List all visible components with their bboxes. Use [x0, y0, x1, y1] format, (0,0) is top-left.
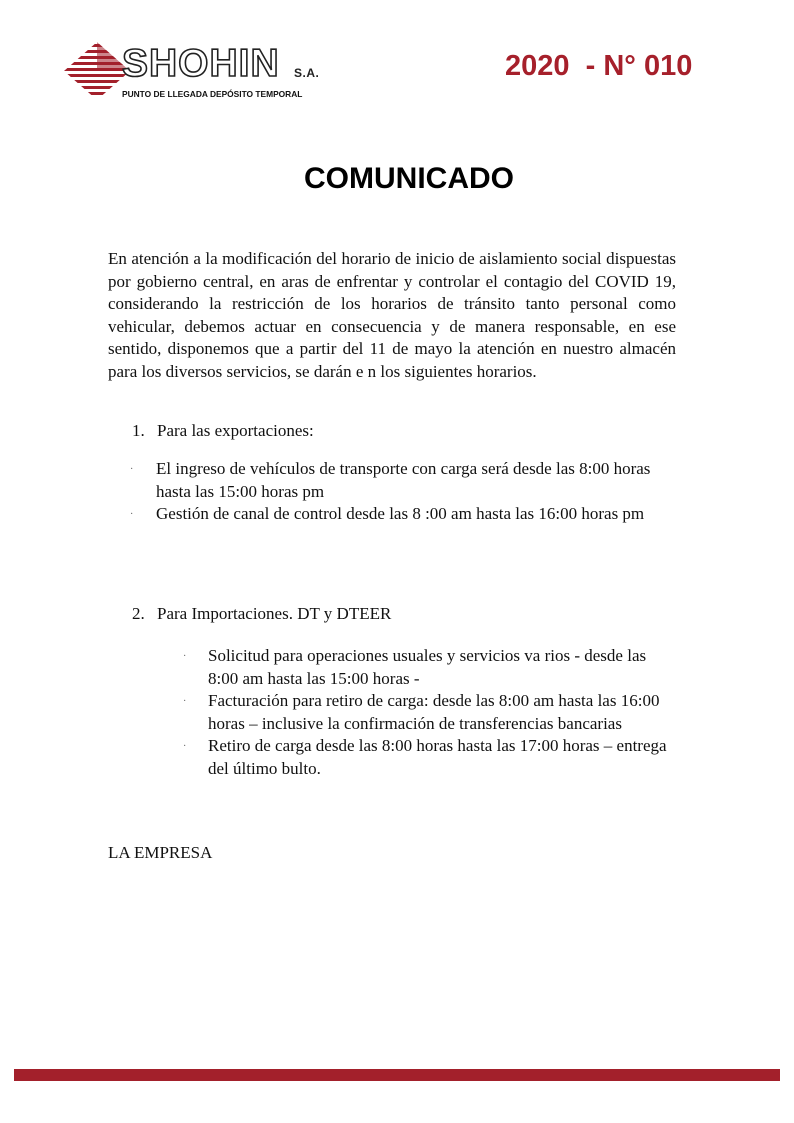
exports-schedule-list: [130, 458, 676, 526]
document-number: 2020 - N° 010: [505, 50, 693, 82]
company-logo: [62, 40, 332, 102]
list-item: [130, 503, 676, 526]
section-heading-text: Para Importaciones. DT y DTEER: [157, 604, 392, 623]
section-number: 1.: [132, 421, 145, 440]
list-item-text: Retiro de carga desde las 8:00 horas hasta las 17:00 horas – entrega del último bulto.: [208, 736, 667, 778]
page-title: COMUNICADO: [304, 162, 514, 195]
bullet-icon: ·: [183, 741, 187, 753]
list-item-text: Gestión de canal de control desde las 8 :00 am hasta las 16:00 horas pm: [156, 504, 645, 524]
list-item: [130, 458, 676, 503]
section-heading-text: Para las exportaciones:: [157, 421, 314, 440]
list-item: [183, 735, 678, 780]
imports-schedule-list: [183, 645, 678, 781]
bullet-icon: ·: [130, 509, 134, 521]
list-item-text: Facturación para retiro de carga: desde las 8:00 am hasta las 16:00 horas – inclusive la confirmación de transferencias bancarias: [208, 691, 660, 733]
list-item-text: Solicitud para operaciones usuales y servicios va rios - desde las 8:00 am hasta las 15:00 horas -: [208, 646, 647, 688]
bullet-icon: ·: [130, 464, 134, 475]
logo-brand-text: SHOHIN: [122, 42, 280, 85]
bullet-icon: ·: [183, 651, 187, 662]
signoff: LA EMPRESA: [108, 843, 213, 862]
intro-paragraph: En atención a la modificación del horario de inicio de aislamiento social dispuestas por gobierno central, en aras de enfrentar y controlar el contagio del COVID 19, considerando la restricción de los horarios de tránsito tanto personal como vehicular, debemos actuar en consecuencia y de manera responsable, en ese sentido, disponemos que a partir del 11 de mayo la atención en nuestro almacén para los diversos servicios, se darán e n los siguientes horarios.: [108, 249, 676, 381]
logo-tagline: PUNTO DE LLEGADA DEPÓSITO TEMPORAL: [122, 89, 303, 99]
bullet-icon: ·: [183, 696, 187, 708]
logo-suffix: S.A.: [294, 66, 320, 80]
list-item-text: El ingreso de vehículos de transporte con carga será desde las 8:00 horas hasta las 15:00 horas pm: [156, 459, 651, 501]
footer-bar: [14, 1069, 780, 1081]
section-heading-exports: [132, 420, 314, 443]
list-item: [183, 645, 678, 690]
list-item: [183, 690, 678, 735]
section-number: 2.: [132, 604, 145, 623]
section-heading-imports: [132, 603, 391, 626]
